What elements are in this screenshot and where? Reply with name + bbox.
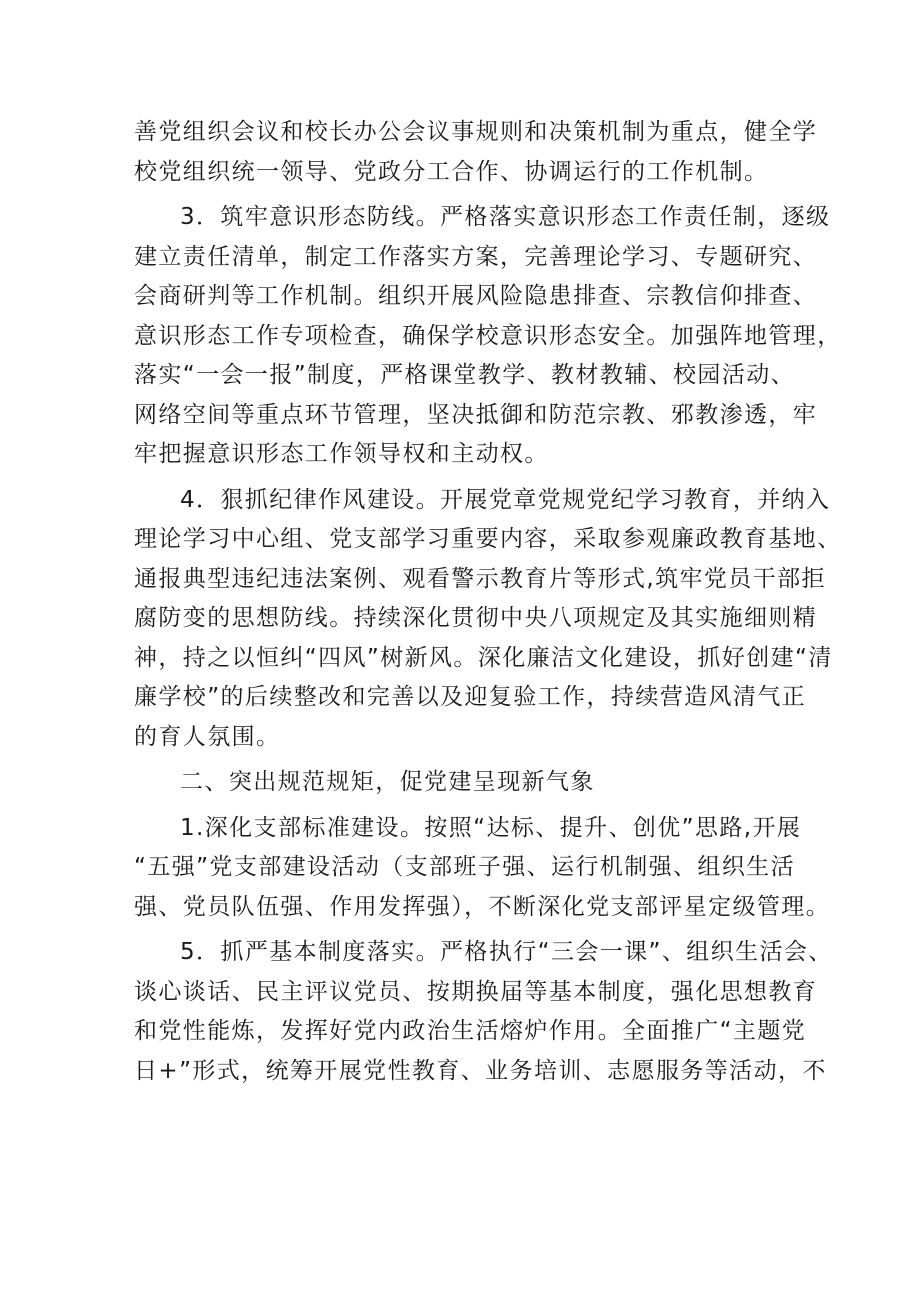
section-heading-2 — [134, 763, 794, 803]
text-line: 3．筑牢意识形态防线。严格落实意识形态工作责任制，逐级 — [180, 204, 831, 230]
document-body — [134, 113, 842, 1097]
text-line: 建立责任清单，制定工作落实方案，完善理论学习、专题研究、 — [134, 243, 818, 270]
text-line: 4．狠抓纪律作风建设。开展党章党规党纪学习教育，并纳入 — [180, 486, 831, 513]
text-line: 会商研判等工作机制。组织开展风险隐患排查、宗教信仰排查、 — [134, 283, 818, 309]
text-line: 谈心谈话、民主评议党员、按期换届等基本制度，强化思想教育 — [134, 978, 818, 1005]
paragraph-item-5 — [134, 933, 833, 1091]
paragraph-continuation — [134, 113, 818, 192]
paragraph-item-4 — [134, 481, 842, 758]
text-line: “五强”党支部建设活动（支部班子强、运行机制强、组织生活 — [134, 854, 796, 880]
text-line: 网络空间等重点环节管理，坚决抵御和防范宗教、邪教渗透，牢 — [134, 401, 818, 428]
text-line: 通报典型违纪违法案例、观看警示教育片等形式,筑牢党员干部拒 — [134, 565, 826, 592]
paragraph-sub-1 — [134, 809, 831, 928]
section-heading-text: 二、突出规范规矩，促党建呈现新气象 — [180, 769, 595, 795]
text-line: 意识形态工作专项检查，确保学校意识形态安全。加强阵地管理， — [134, 322, 842, 349]
text-line: 的育人氛围。 — [134, 723, 281, 750]
text-line: 牢把握意识形态工作领导权和主动权。 — [134, 441, 549, 467]
text-line: 5．抓严基本制度落实。严格执行“三会一课”、组织生活会、 — [180, 939, 833, 965]
text-line: 1.深化支部标准建设。按照“达标、提升、创优”思路,开展 — [180, 814, 802, 841]
text-line: 腐防变的思想防线。持续深化贯彻中央八项规定及其实施细则精 — [134, 605, 818, 631]
text-line: 校党组织统一领导、党政分工合作、协调运行的工作机制。 — [134, 158, 769, 185]
text-line: 廉学校”的后续整改和完善以及迎复验工作，持续营造风清气正 — [134, 684, 807, 710]
text-line: 神，持之以恒纠“四风”树新风。深化廉洁文化建设，抓好创建“清 — [134, 644, 833, 671]
paragraph-item-3 — [134, 198, 842, 475]
text-line: 善党组织会议和校长办公会议事规则和决策机制为重点，健全学 — [134, 119, 818, 145]
text-line: 日+”形式，统筹开展党性教育、业务培训、志愿服务等活动，不 — [134, 1057, 827, 1084]
text-line: 强、党员队伍强、作用发挥强），不断深化党支部评星定级管理。 — [134, 893, 831, 920]
text-line: 和党性能炼，发挥好党内政治生活熔炉作用。全面推广“主题党 — [134, 1018, 807, 1044]
text-line: 理论学习中心组、党支部学习重要内容，采取参观廉政教育基地、 — [134, 526, 842, 552]
text-line: 落实“一会一报”制度，严格课堂教学、教材教辅、校园活动、 — [134, 362, 796, 388]
